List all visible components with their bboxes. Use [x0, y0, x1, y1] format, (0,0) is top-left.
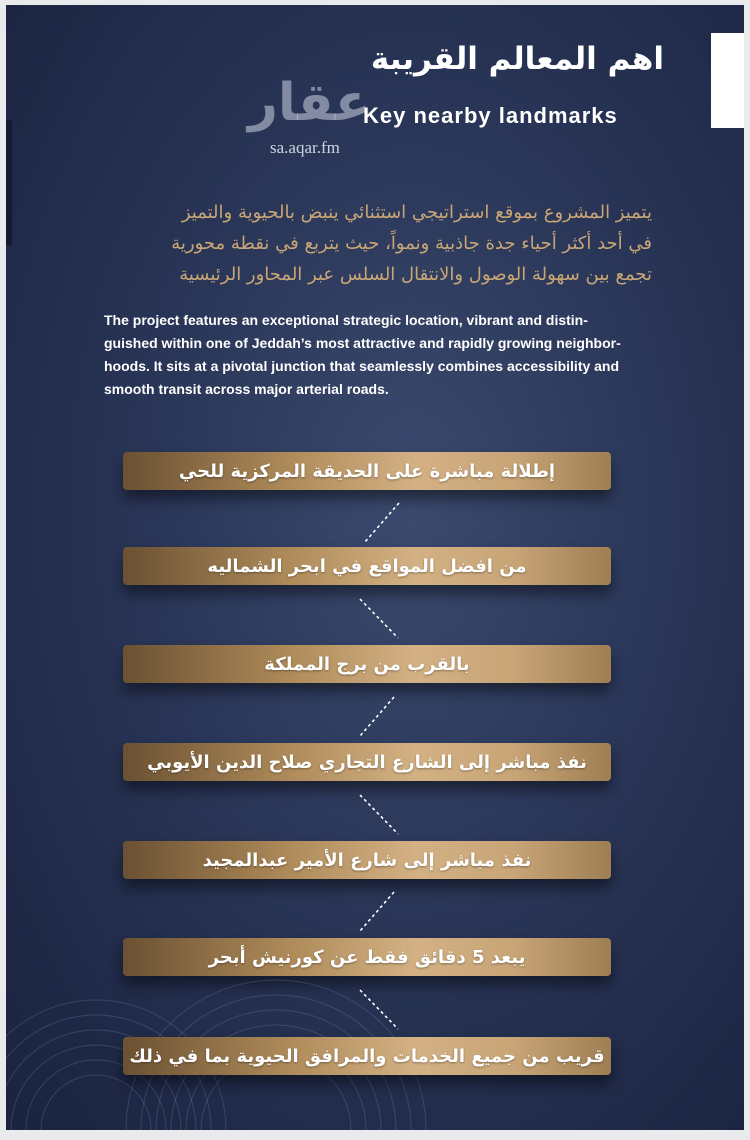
left-edge-strip: [6, 120, 12, 245]
landmark-label: من افضل المواقع في ابحر الشماليه: [207, 555, 527, 577]
dotted-connector: [356, 889, 416, 934]
brochure-page: [6, 5, 744, 1130]
intro-line-en: hoods. It sits at a pivotal junction that seamlessly combines accessibility and: [104, 358, 620, 374]
landmark-label: نفذ مباشر إلى الشارع التجاري صلاح الدين الأيوبي: [147, 751, 587, 773]
intro-line-ar: في أحد أكثر أحياء جدة جاذبية ونمواً، حيث يتربع في نقطة محورية: [171, 233, 652, 254]
landmark-label: بالقرب من برج المملكة: [264, 653, 470, 675]
landmark-label: قريب من جميع الخدمات والمرافق الحيوية بما في ذلك: [129, 1045, 605, 1067]
dotted-connector: [356, 792, 416, 837]
intro-paragraph-arabic: [92, 197, 652, 290]
dotted-connector: [361, 500, 421, 545]
dotted-connector: [356, 596, 416, 641]
white-tab: [711, 33, 744, 128]
intro-line-en: smooth transit across major arterial roads.: [104, 381, 389, 397]
landmark-bar-1: [123, 452, 611, 490]
watermark-url: sa.aqar.fm: [270, 138, 340, 157]
landmark-bar-5: [123, 841, 611, 879]
dotted-connector: [356, 694, 416, 739]
intro-line-en: guished within one of Jeddah’s most attractive and rapidly growing neighbor-: [104, 335, 621, 351]
page-title-english: Key nearby landmarks: [363, 103, 618, 128]
intro-line-en: The project features an exceptional strategic location, vibrant and distin-: [104, 312, 588, 328]
intro-line-ar: تجمع بين سهولة الوصول والانتقال السلس عبر المحاور الرئيسية: [179, 264, 652, 285]
watermark-logo: عقار: [248, 73, 371, 133]
landmark-label: إطلالة مباشرة على الحديقة المركزية للحي: [178, 460, 556, 482]
landmark-bar-3: [123, 645, 611, 683]
landmark-label: نفذ مباشر إلى شارع الأمير عبدالمجيد: [202, 849, 532, 871]
landmark-bar-4: [123, 743, 611, 781]
intro-paragraph-english: [104, 309, 664, 401]
intro-line-ar: يتميز المشروع بموقع استراتيجي استثنائي ينبض بالحيوية والتميز: [181, 202, 652, 223]
landmark-label: يبعد 5 دقائق فقط عن كورنيش أبحر: [208, 946, 526, 968]
landmark-bar-7: [123, 1037, 611, 1075]
landmark-bar-2: [123, 547, 611, 585]
page-title-arabic: اهم المعالم القريبة: [370, 41, 664, 77]
